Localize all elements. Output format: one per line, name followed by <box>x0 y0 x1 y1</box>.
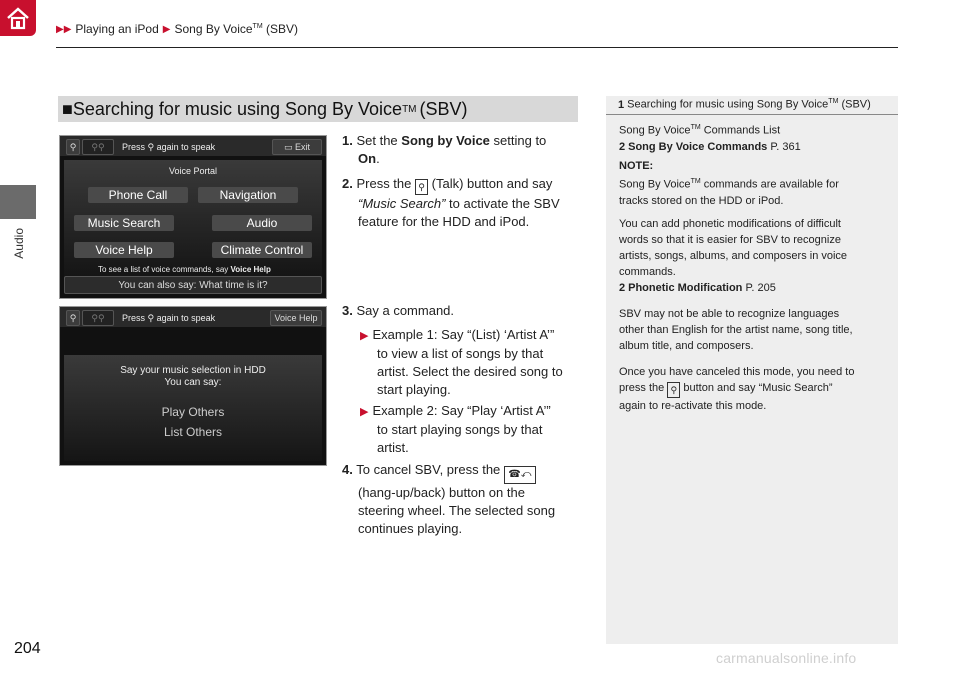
exit-button[interactable]: ▭ Exit <box>272 139 322 155</box>
home-button[interactable] <box>0 0 36 36</box>
voice-help-hint: To see a list of voice commands, say Voice Help <box>98 265 271 274</box>
press-hint: Press ⚲ again to speak <box>122 313 216 323</box>
home-icon <box>5 6 31 30</box>
header-rule <box>56 47 898 48</box>
can-say-label: You can say: <box>164 377 222 388</box>
footer-watermark: carmanualsonline.info <box>716 650 857 666</box>
step-4: 4. To cancel SBV, press the ☎⤺ (hang-up/back) button on the steering wheel. The selected song continues playing. <box>342 462 556 536</box>
side-tab <box>0 185 36 219</box>
breadcrumb-item-sbv[interactable]: Song By Voice™ (SBV) <box>174 22 299 36</box>
phonetic-note: You can add phonetic modifications of difficult words so that it is easier for SBV to recognize artists, songs, albums, and composers in voice commands. 2 Phonetic Modification P. 205 <box>619 218 848 294</box>
music-selection-screen <box>59 306 327 466</box>
press-hint: Press ⚲ again to speak <box>122 142 216 152</box>
sidebar-heading: 1 Searching for music using Song By Voice™ (SBV) <box>618 98 871 111</box>
status-icons: ⚲⚲ <box>82 310 114 326</box>
audio-button[interactable]: Audio <box>212 215 312 231</box>
list-others-option[interactable]: List Others <box>163 425 223 439</box>
voice-portal-header: Voice Portal <box>168 166 218 176</box>
step-3: 3. Say a command. <box>342 303 455 318</box>
voice-help-button[interactable]: Voice Help <box>270 310 322 326</box>
talk-button-icon: ⚲ <box>667 382 680 398</box>
language-note: SBV may not be able to recognize languages other than English for the artist name, song title, album title, and composers. <box>619 308 853 352</box>
selection-prompt: Say your music selection in HDD <box>120 365 266 376</box>
section-title: ■ Searching for music using Song By Voice TM (SBV) <box>58 96 578 122</box>
breadcrumb-arrow-icon: ▶▶ <box>56 23 72 35</box>
voice-portal-screen <box>59 135 327 299</box>
play-others-option[interactable]: Play Others <box>161 405 225 419</box>
page-number: 204 <box>14 640 41 657</box>
talk-icon: ⚲ <box>66 310 80 326</box>
song-by-voice-commands-link[interactable]: 2 Song By Voice Commands P. 361 <box>619 140 801 153</box>
climate-control-button[interactable]: Climate Control <box>212 242 312 258</box>
breadcrumb-arrow-icon: ▶ <box>162 23 171 35</box>
navigation-button[interactable]: Navigation <box>198 187 298 203</box>
phonetic-modification-link[interactable]: 2 Phonetic Modification P. 205 <box>619 282 776 294</box>
example-2: ▶ Example 2: Say “Play ‘Artist A’” to start playing songs by that artist. <box>360 403 551 455</box>
voice-help-button[interactable]: Voice Help <box>74 242 174 258</box>
breadcrumb <box>56 22 298 36</box>
music-search-button[interactable]: Music Search <box>74 215 174 231</box>
phone-call-button[interactable]: Phone Call <box>88 187 188 203</box>
info-sidebar <box>606 96 898 644</box>
step-1: 1. Set the Song by Voice setting to On. <box>342 133 547 166</box>
talk-button-icon: ⚲ <box>415 179 428 195</box>
note-block: NOTE: Song By Voice™ commands are available for tracks stored on the HDD or iPod. <box>619 160 839 207</box>
also-say-bar: You can also say: What time is it? <box>64 276 322 294</box>
arrow-icon: ▶ <box>360 406 369 418</box>
breadcrumb-item-ipod[interactable]: Playing an iPod <box>75 22 159 36</box>
reactivate-note: Once you have canceled this mode, you need to press the ⚲ button and say “Music Search” again to re-activate this mode. <box>619 366 855 412</box>
step-2: 2. Press the ⚲ (Talk) button and say “Music Search” to activate the SBV feature for the HDD and iPod. <box>342 176 560 229</box>
talk-icon: ⚲ <box>66 139 80 155</box>
arrow-icon: ▶ <box>360 330 369 342</box>
example-1: ▶ Example 1: Say “(List) ‘Artist A’” to view a list of songs by that artist. Select the desired song to start playing. <box>360 327 563 397</box>
commands-list-ref: Song By Voice™ Commands List 2 Song By Voice Commands P. 361 <box>619 124 801 153</box>
side-label: Audio <box>12 228 26 259</box>
hang-up-back-icon: ☎⤺ <box>504 466 536 484</box>
status-icons: ⚲⚲ <box>82 139 114 155</box>
